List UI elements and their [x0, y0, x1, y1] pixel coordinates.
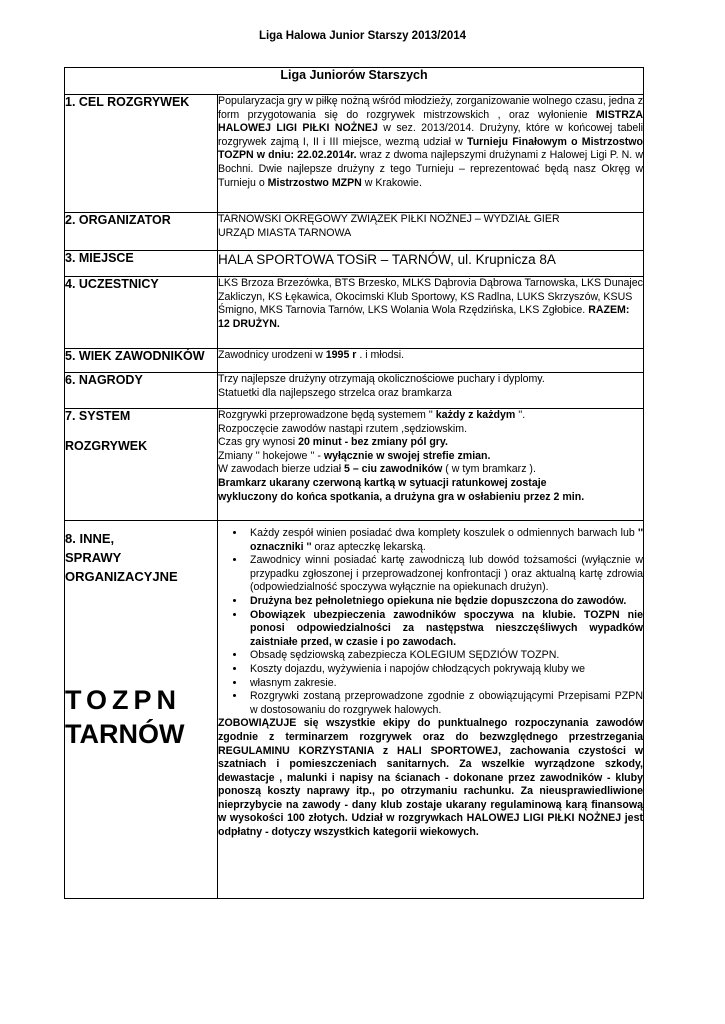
organizator-line-1: TARNOWSKI OKRĘGOWY ZWIĄZEK PIŁKI NOŻNEJ – WYDZIAŁ GIER	[218, 213, 560, 225]
system-line-4	[218, 450, 643, 464]
system-label-1: 7. SYSTEM	[65, 409, 131, 423]
label-system	[65, 409, 218, 521]
content-uczestnicy	[218, 277, 644, 349]
system-line-5c: ( w tym bramkarz ).	[442, 463, 536, 476]
content-nagrody	[218, 373, 644, 409]
system-line-5b: 5 – ciu zawodników	[344, 463, 443, 476]
final-obligations-text: ZOBOWIĄZUJE się wszystkie ekipy do punktualnego rozpoczynania zawodów zgodnie z terminarzem rozgrywek oraz do bezwzględnego przestrzegania REGULAMINU KORZYSTANIA z HALI SPORTOWEJ, zachowania czystości w szatniach i pomieszczeniach sanitarnych. Za wszelkie wyrządzone szkody, dewastacje , malunki i napisy na ścianach - dokonane przez zawodników - kluby ponoszą koszty naprawy itp., po otrzymaniu rachunku. Za nieusprawiedliwione nieprzybycie na zawody - dany klub zostaje ukarany regulaminową karą finansową w wysokości 100 złotych. Udział w rozgrywkach HALOWEJ LIGI PIŁKI NOŻNEJ jest odpłatny - dotyczy wszystkich kategorii wiekowych.	[218, 717, 643, 839]
document-title: Liga Halowa Junior Starszy 2013/2014	[258, 30, 467, 42]
content-wiek	[218, 349, 644, 373]
system-line-2: Rozpoczęcie zawodów nastąpi rzutem ,sędziowskim.	[218, 422, 468, 435]
system-line-3a: Czas gry wynosi	[218, 436, 299, 449]
uczestnicy-text: LKS Brzoza Brzezówka, BTS Brzesko, MLKS Dąbrovia Dąbrowa Tarnowska, LKS Dunajec Zakliczyn, KS Łękawica, Okocimski Klub Sportowy, KS Radlna, LUKS Skrzyszów, KSUS Śmigno, MKS Tarnovia Tarnów, LKS Wolania Wola Rzędzińska, LKS Zgłobice.	[218, 277, 643, 317]
list-item: • Obsadę sędziowską zabezpiecza KOLEGIUM SĘDZIÓW TOZPN.	[246, 649, 643, 663]
list-item: • Zawodnicy winni posiadać kartę zawodniczą lub dowód tożsamości (wyłącznie w przypadku zgłoszonej i przeprowadzonej konfrontacji ) oraz aktualną kartę zdrowia (odpowiedzialność spoczywa wyłącznie na opiekunach drużyn).	[246, 554, 643, 595]
cel-text-1: Popularyzacja gry w piłkę nożną wśród młodzieży, zorganizowanie wolnego czasu, jedna z form przygotowania się do rozgrywek mistrzowskich , oraz wyłonienie	[218, 95, 643, 121]
rule-1b: '' oznaczniki ''	[250, 527, 643, 553]
row-nagrody	[65, 373, 644, 409]
wiek-year: 1995 r	[325, 349, 357, 361]
cel-text-3: wraz z dwoma najlepszymi drużynami z Halowej Ligi P. N. w Bochni. Dwie najlepsze drużyny z tego Turnieju – reprezentować będą nasz Okręg w Turnieju o	[218, 149, 643, 189]
system-label-2: ROZGRYWEK	[65, 439, 148, 453]
label-inne	[65, 521, 218, 899]
label-nagrody: 6. NAGRODY	[65, 373, 218, 409]
rule-4: Obowiązek ubezpieczenia zawodników spoczywa na klubie. TOZPN nie ponosi odpowiedzialności za następstwa nieszczęśliwych wypadków zaistniałe przed, w czasie i po zawodach.	[250, 608, 643, 648]
system-line-4b: wyłącznie w swojej strefie zmian.	[323, 449, 491, 462]
label-cel: 1. CEL ROZGRYWEK	[65, 95, 218, 213]
regulations-table	[64, 67, 644, 899]
list-item: • Koszty dojazdu, wyżywienia i napojów chłodzących pokrywają kluby we	[246, 663, 643, 677]
nagrody-line-1: Trzy najlepsze drużyny otrzymają okolicznościowe puchary i dyplomy.	[218, 373, 545, 385]
system-line-5	[218, 463, 643, 477]
system-line-5a: W zawodach bierze udział	[218, 463, 345, 476]
inne-label-2: SPRAWY	[65, 550, 122, 565]
table-header-row	[65, 68, 644, 95]
system-line-6: Bramkarz ukarany czerwoną kartką w sytuacji ratunkowej zostaje	[218, 476, 547, 489]
system-line-1c: ''.	[515, 409, 526, 421]
rule-3: Drużyna bez pełnoletniego opiekuna nie będzie dopuszczona do zawodów.	[250, 594, 627, 607]
organizator-line-2: URZĄD MIASTA TARNOWA	[218, 226, 352, 239]
rule-1c: oraz apteczkę lekarską.	[311, 540, 426, 553]
list-item: • Rozgrywki zostaną przeprowadzone zgodnie z obowiązującymi Przepisami PZPN w dostosowaniu do rozgrywek halowych.	[246, 690, 643, 717]
system-line-1b: każdy z każdym	[435, 409, 516, 421]
label-wiek: 5. WIEK ZAWODNIKÓW	[65, 349, 218, 373]
content-inne	[218, 521, 644, 899]
cel-text-4: w Krakowie.	[361, 176, 422, 189]
list-item: • własnym zakresie.	[246, 677, 643, 691]
rules-list	[218, 527, 643, 717]
nagrody-line-2: Statuetki dla najlepszego strzelca oraz bramkarza	[218, 386, 452, 399]
row-miejsce	[65, 251, 644, 277]
wiek-text-1: Zawodnicy urodzeni w	[218, 349, 326, 361]
row-inne	[65, 521, 644, 899]
system-line-3b: 20 minut - bez zmiany pól gry.	[298, 436, 448, 449]
inne-label-3: ORGANIZACYJNE	[65, 569, 178, 584]
list-item	[246, 595, 643, 609]
row-cel	[65, 95, 644, 213]
cel-bold-3: Mistrzostwo MZPN	[267, 176, 362, 189]
row-organizator	[65, 213, 644, 251]
system-line-1	[218, 409, 643, 423]
cel-bold-1: MISTRZA HALOWEJ LIGI PIŁKI NOŻNEJ	[218, 108, 643, 135]
content-organizator	[218, 213, 644, 251]
label-organizator: 2. ORGANIZATOR	[65, 213, 218, 251]
inne-label-1: 8. INNE,	[65, 531, 115, 546]
table-header: Liga Juniorów Starszych	[65, 68, 644, 95]
row-wiek	[65, 349, 644, 373]
label-uczestnicy: 4. UCZESTNICY	[65, 277, 218, 349]
tarnow-logo-text: TARNÓW	[65, 719, 185, 749]
content-system	[218, 409, 644, 521]
system-line-3	[218, 436, 643, 450]
tozpn-logo-text: TOZPN	[65, 685, 182, 715]
wiek-text-2: . i młodsi.	[356, 349, 405, 361]
system-line-1a: Rozgrywki przeprowadzone będą systemem ''	[218, 409, 436, 421]
cel-text-2: w sez. 2013/2014. Drużyny, które w końcowej tabeli rozgrywek zajmą I, II i III miejsce, wezmą udział w	[218, 122, 643, 148]
list-item	[246, 609, 643, 650]
uczestnicy-total: RAZEM: 12 DRUŻYN.	[218, 304, 630, 330]
content-miejsce: HALA SPORTOWA TOSiR – TARNÓW, ul. Krupnicza 8A	[218, 251, 644, 277]
row-uczestnicy	[65, 277, 644, 349]
cel-bold-2: Turnieju Finałowym o Mistrzostwo TOZPN w dniu: 22.02.2014r.	[218, 135, 643, 162]
content-cel	[218, 95, 644, 213]
system-line-4a: Zmiany '' hokejowe '' -	[218, 449, 324, 462]
label-miejsce: 3. MIEJSCE	[65, 251, 218, 277]
list-item	[246, 527, 643, 554]
final-obligations	[218, 717, 643, 839]
row-system	[65, 409, 644, 521]
rule-1a: Każdy zespół winien posiadać dwa komplety koszulek o odmiennych barwach lub	[250, 527, 638, 539]
system-line-7: wykluczony do końca spotkania, a drużyna gra w osłabieniu przez 2 min.	[218, 490, 585, 503]
